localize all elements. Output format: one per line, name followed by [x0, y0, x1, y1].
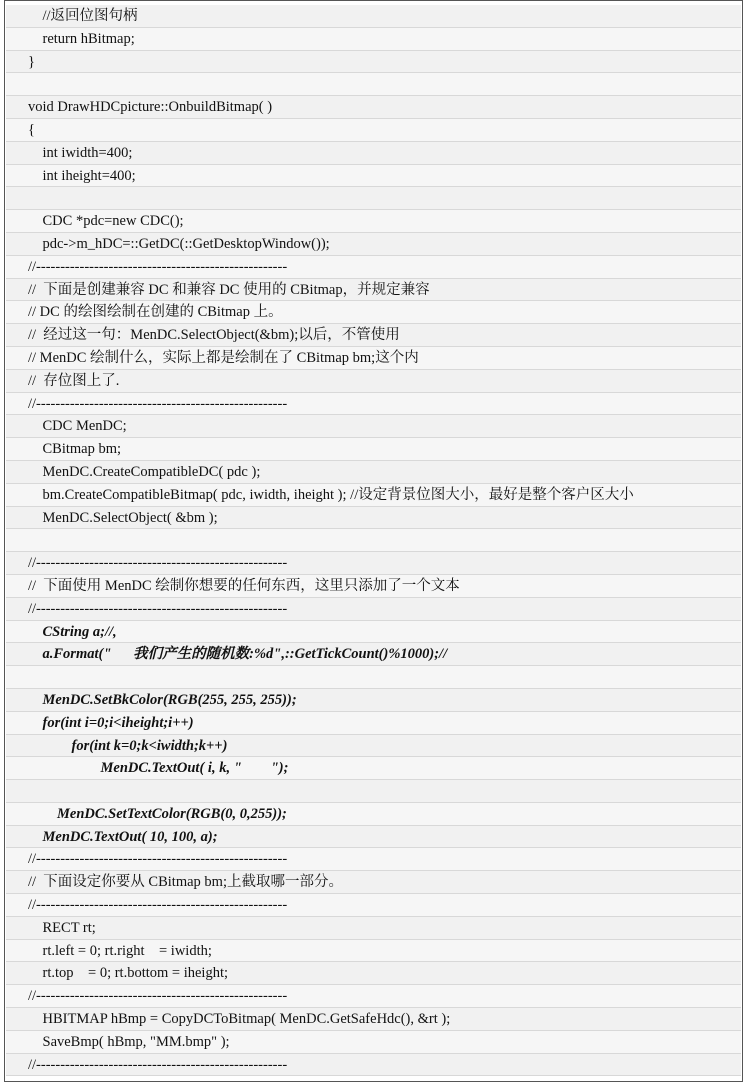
code-line: MenDC.SetTextColor(RGB(0, 0,255));: [6, 803, 741, 826]
code-line: for(int k=0;k<iwidth;k++): [6, 735, 741, 758]
code-line: CDC MenDC;: [6, 415, 741, 438]
code-line: MenDC.SetBkColor(RGB(255, 255, 255));: [6, 689, 741, 712]
code-line: // 经过这一句：MenDC.SelectObject(&bm);以后，不管使用: [6, 324, 741, 347]
code-line: [6, 780, 741, 803]
code-line: pdc->m_hDC=::GetDC(::GetDesktopWindow());: [6, 233, 741, 256]
code-line: rt.left = 0; rt.right = iwidth;: [6, 940, 741, 963]
code-line: CString a;//,: [6, 621, 741, 644]
code-line: int iwidth=400;: [6, 142, 741, 165]
code-line: //----------------------------------------------------: [6, 1054, 741, 1077]
code-line: // DC 的绘图绘制在创建的 CBitmap 上。: [6, 301, 741, 324]
code-line: MenDC.TextOut( i, k, " ");: [6, 757, 741, 780]
code-line: //----------------------------------------------------: [6, 393, 741, 416]
code-line: //返回位图句柄: [6, 5, 741, 28]
code-line: [6, 73, 741, 96]
code-line: [6, 529, 741, 552]
code-line: return hBitmap;: [6, 28, 741, 51]
code-line: // 下面设定你要从 CBitmap bm;上截取哪一部分。: [6, 871, 741, 894]
code-line: CDC *pdc=new CDC();: [6, 210, 741, 233]
code-line: SaveBmp( hBmp, "MM.bmp" );: [6, 1031, 741, 1054]
code-line: void DrawHDCpicture::OnbuildBitmap( ): [6, 96, 741, 119]
code-line: RECT rt;: [6, 917, 741, 940]
code-line: //----------------------------------------------------: [6, 848, 741, 871]
code-line: // MenDC 绘制什么，实际上都是绘制在了 CBitmap bm;这个内: [6, 347, 741, 370]
code-line: int iheight=400;: [6, 165, 741, 188]
code-line: MenDC.CreateCompatibleDC( pdc );: [6, 461, 741, 484]
code-line: //----------------------------------------------------: [6, 985, 741, 1008]
code-line: // 下面使用 MenDC 绘制你想要的任何东西，这里只添加了一个文本: [6, 575, 741, 598]
code-line: {: [6, 119, 741, 142]
code-line: //----------------------------------------------------: [6, 552, 741, 575]
code-line: CBitmap bm;: [6, 438, 741, 461]
code-line: //----------------------------------------------------: [6, 256, 741, 279]
code-line: // 下面是创建兼容 DC 和兼容 DC 使用的 CBitmap，并规定兼容: [6, 279, 741, 302]
code-line: }: [6, 51, 741, 74]
code-line: a.Format(" 我们产生的随机数:%d",::GetTickCount()%1000);//: [6, 643, 741, 666]
code-line: rt.top = 0; rt.bottom = iheight;: [6, 962, 741, 985]
code-line: // 存位图上了.: [6, 370, 741, 393]
code-line: HBITMAP hBmp = CopyDCToBitmap( MenDC.GetSafeHdc(), &rt );: [6, 1008, 741, 1031]
code-line: MenDC.TextOut( 10, 100, a);: [6, 826, 741, 849]
code-line: bm.CreateCompatibleBitmap( pdc, iwidth, iheight ); //设定背景位图大小，最好是整个客户区大小: [6, 484, 741, 507]
code-line: MenDC.SelectObject( &bm );: [6, 507, 741, 530]
code-listing-frame: [4, 0, 743, 1082]
code-block: [6, 5, 741, 1076]
code-line: //----------------------------------------------------: [6, 598, 741, 621]
code-line: [6, 666, 741, 689]
code-line: //----------------------------------------------------: [6, 894, 741, 917]
code-line: [6, 187, 741, 210]
code-line: for(int i=0;i<iheight;i++): [6, 712, 741, 735]
